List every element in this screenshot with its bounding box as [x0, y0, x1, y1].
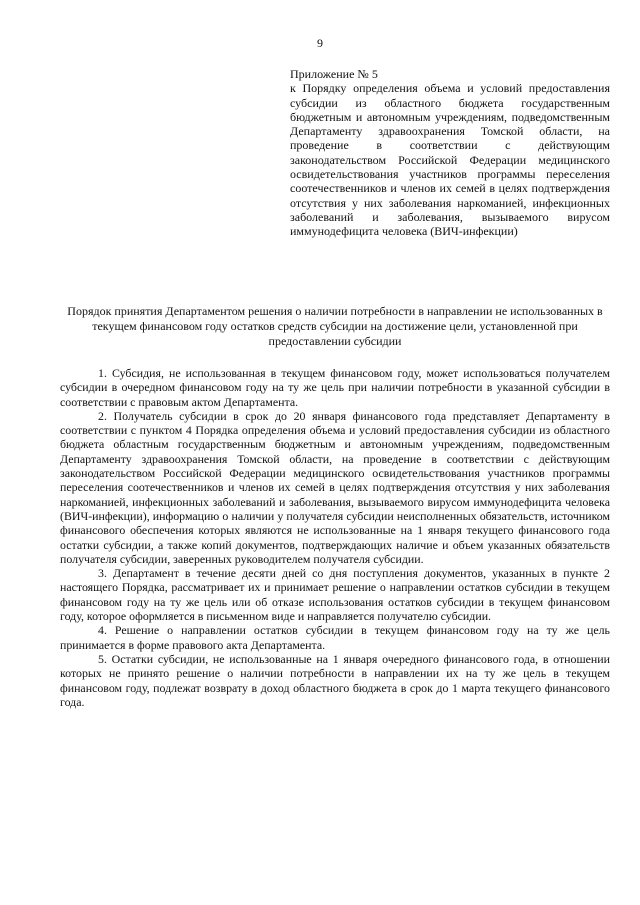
paragraph-2: 2. Получатель субсидии в срок до 20 января финансового года представляет Департаменту в соответствии с пунктом 4 Порядка определения объема и условий предоставления субсидии из областного бюджета областным государственным бюджетным и автономным учреждениям, подведомственным Департаменту здравоохранения Томской области, на проведение в соответствии с действующим законодательством Российской Федерации медицинского освидетельствования участников программы переселения соотечественников и членов их семей в целях подтверждения отсутствия у них заболевания наркоманией, инфекционных заболеваний и заболевания, вызываемого вирусом иммунодефицита человека (ВИЧ-инфекции), информацию о наличии у получателя субсидии неисполненных обязательств, источником финансового обеспечения которых являются не использованные на 1 января текущего финансового года остатки субсидии, а также копий документов, подтверждающих наличие и объем указанных обязательств получателя субсидии, заверенных руководителем получателя субсидии. — [60, 408, 610, 566]
document-body — [60, 366, 610, 709]
paragraph-5: 5. Остатки субсидии, не использованные на 1 января очередного финансового года, в отношении которых не принято решение о наличии потребности в направлении их на ту же цель в текущем финансовом году, подлежат возврату в доход областного бюджета в срок до 1 марта текущего финансового года. — [60, 651, 610, 709]
paragraph-1: 1. Субсидия, не использованная в текущем финансовом году, может использоваться получателем субсидии в очередном финансовом году на ту же цель при наличии потребности в указанной субсидии в соответствии с правовым актом Департамента. — [60, 366, 610, 409]
document-title: Порядок принятия Департаментом решения о наличии потребности в направлении не использованных в текущем финансовом году остатков средств субсидии на достижение цели, установленной при предоставлении субсидии — [67, 304, 603, 348]
appendix-body: к Порядку определения объема и условий предоставления субсидии из областного бюджета государственным бюджетным и автономным учреждениям, подведомственным Департаменту здравоохранения Томской области, на проведение в соответствии с действующим законодательством Российской Федерации медицинского освидетельствования участников программы переселения соотечественников и членов их семей в целях подтверждения отсутствия у них заболевания наркоманией, инфекционных заболеваний и заболевания, вызываемого вирусом иммунодефицита человека (ВИЧ-инфекции) — [290, 81, 610, 239]
paragraph-3: 3. Департамент в течение десяти дней со дня поступления документов, указанных в пункте 2 настоящего Порядка, рассматривает их и принимает решение о направлении остатков субсидии в текущем финансовом году на ту же цель или об отказе использования остатков субсидии в текущем финансовом году, которое оформляется в письменном виде и направляется получателю субсидии. — [60, 566, 610, 624]
appendix-block — [290, 67, 610, 239]
appendix-title: Приложение № 5 — [290, 67, 378, 81]
paragraph-4: 4. Решение о направлении остатков субсидии в текущем финансовом году на ту же цель принимается в форме правового акта Департамента. — [60, 623, 610, 652]
page-number: 9 — [317, 36, 323, 50]
